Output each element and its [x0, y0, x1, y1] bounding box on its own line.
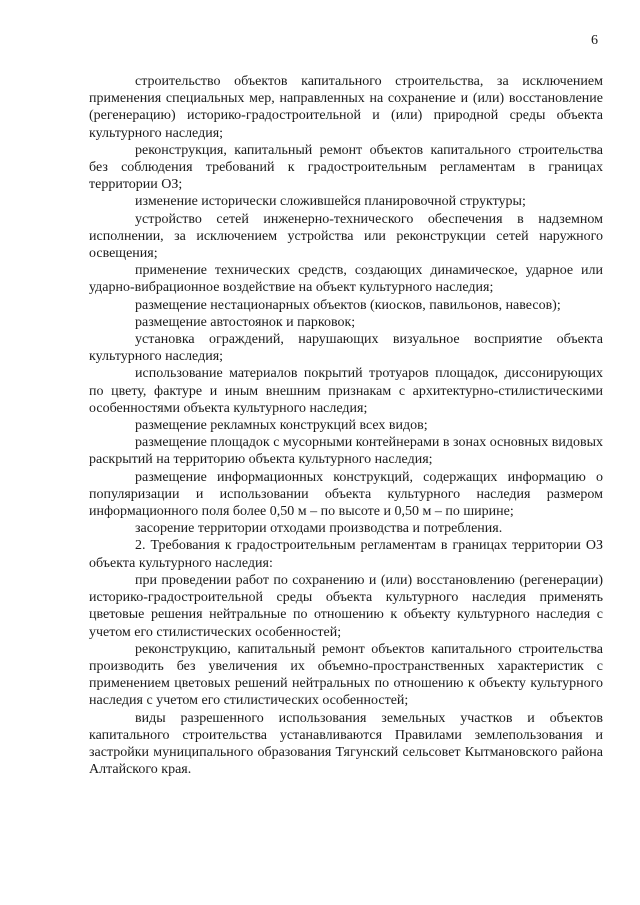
paragraph: изменение исторически сложившейся планировочной структуры; [135, 194, 526, 210]
paragraph: строительство объектов капитального строительства, за исключением применения специальных мер, направленных на сохранение и (или) восстановление (регенерацию) историко-градостроительной и (или) природной среды объекта культурного наследия; [89, 74, 603, 141]
document-body [89, 73, 603, 778]
paragraph: при проведении работ по сохранению и (или) восстановлению (регенерации) историко-градостроительной среды объекта культурного наследия применять цветовые решения нейтральные по отношению к объекту культурного наследия с учетом его стилистических особенностей; [89, 572, 603, 640]
paragraph: размещение нестационарных объектов (киосков, павильонов, навесов); [135, 297, 561, 313]
paragraph: реконструкция, капитальный ремонт объектов капитального строительства без соблюдения требований к градостроительным регламентам в границах территории ОЗ; [89, 142, 603, 193]
section-heading: 2. Требования к градостроительным регламентам в границах территории ОЗ объекта культурного наследия: [89, 538, 603, 571]
paragraph: виды разрешенного использования земельных участков и объектов капитального строительства устанавливаются Правилами землепользования и застройки муниципального образования Тягунский сельсовет Кытмановского района Алтайского края. [89, 710, 603, 778]
paragraph: размещение автостоянок и парковок; [135, 314, 356, 330]
paragraph: размещение площадок с мусорными контейнерами в зонах основных видовых раскрытий на территорию объекта культурного наследия; [89, 435, 603, 468]
paragraph: реконструкцию, капитальный ремонт объектов капитального строительства производить без увеличения их объемно-пространственных характеристик с применением цветовых решений нейтральных по отношению к объекту культурного наследия с учетом его стилистических особенностей; [89, 641, 603, 709]
paragraph: устройство сетей инженерно-технического обеспечения в надземном исполнении, за исключением устройства или реконструкции сетей наружного освещения; [89, 211, 603, 262]
paragraph: применение технических средств, создающих динамическое, ударное или ударно-вибрационное воздействие на объект культурного наследия; [89, 263, 603, 296]
paragraph: размещение информационных конструкций, содержащих информацию о популяризации и использовании объекта культурного наследия размером информационного поля более 0,50 м – по высоте и 0,50 м – по ширине; [89, 469, 603, 520]
paragraph: размещение рекламных конструкций всех видов; [135, 418, 428, 434]
paragraph: засорение территории отходами производства и потребления. [135, 521, 503, 537]
page-number: 6 [591, 33, 598, 48]
paragraph: использование материалов покрытий тротуаров площадок, диссонирующих по цвету, фактуре и иным внешним признакам с архитектурно-стилистическими особенностями объекта культурного наследия; [89, 366, 603, 416]
paragraph: установка ограждений, нарушающих визуальное восприятие объекта культурного наследия; [89, 332, 603, 365]
